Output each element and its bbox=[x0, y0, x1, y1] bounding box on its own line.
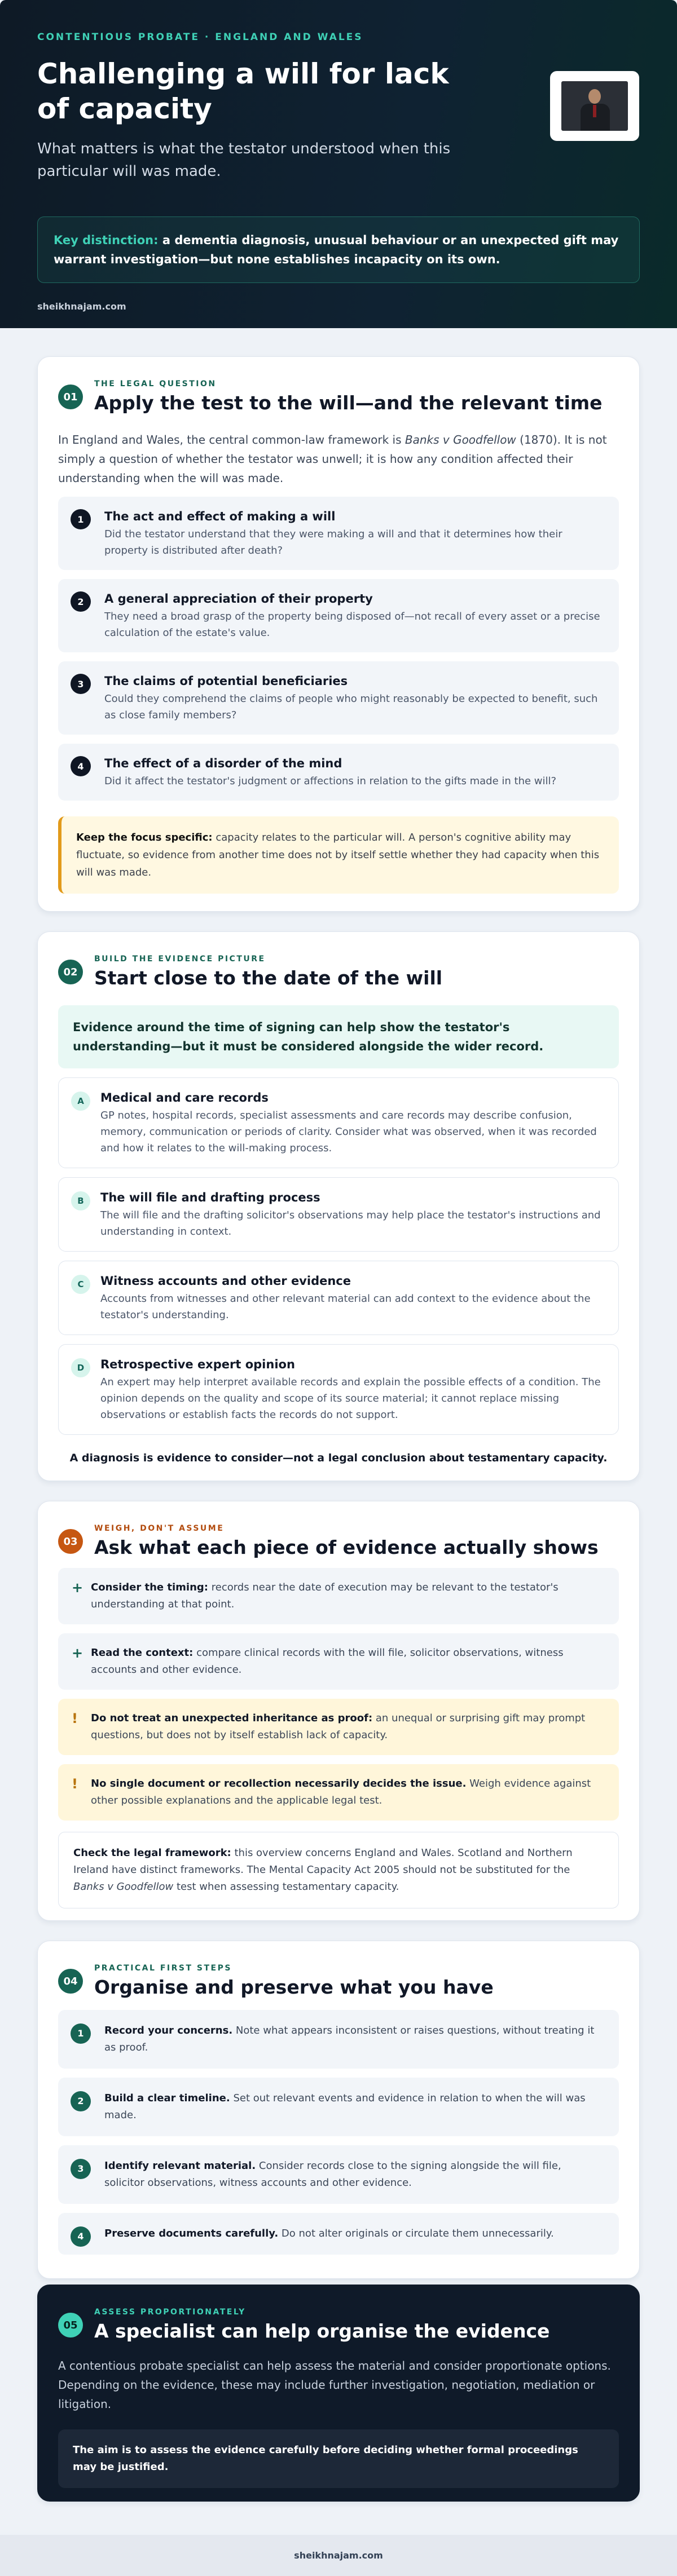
step-text: Note what appears inconsistent or raises questions, without treating it as proof. bbox=[104, 2025, 595, 2053]
section-number: 02 bbox=[58, 960, 83, 984]
plus-icon: + bbox=[72, 1645, 83, 1661]
item-text: They need a broad grasp of the property being disposed of—not recall of every asset or a precise calculation of the estate's value. bbox=[104, 611, 600, 639]
step-item bbox=[58, 2145, 619, 2204]
section-number: 05 bbox=[58, 2313, 83, 2338]
item-title: The will file and drafting process bbox=[100, 1191, 320, 1204]
item-letter: B bbox=[71, 1191, 90, 1210]
item-number: 4 bbox=[71, 756, 91, 776]
portrait-photo bbox=[561, 81, 628, 131]
section-number: 04 bbox=[58, 1969, 83, 1994]
section-eyebrow: THE LEGAL QUESTION bbox=[94, 379, 217, 388]
item-text: compare clinical records with the will file, solicitor observations, witness accounts and other evidence. bbox=[91, 1647, 564, 1676]
evidence-highlight: Evidence around the time of signing can help show the testator's understanding—but it must be considered alongside the wider record. bbox=[58, 1005, 619, 1068]
item-text: GP notes, hospital records, specialist assessments and care records may describe confusion, memory, communication or periods of clarity. Consider what was observed, when it was recorded and how it relates to the will-making process. bbox=[100, 1110, 597, 1154]
page-title: Challenging a will for lack of capacity bbox=[37, 58, 449, 125]
check-lead: Check the legal framework: bbox=[73, 1847, 231, 1859]
section-title: Start close to the date of the will bbox=[94, 967, 443, 989]
item-text: records near the date of execution may be relevant to the testator's understanding at that point. bbox=[91, 1581, 559, 1610]
step-number: 2 bbox=[71, 2091, 91, 2111]
hero bbox=[0, 0, 677, 328]
step-item bbox=[58, 2078, 619, 2136]
weigh-item bbox=[58, 1568, 619, 1624]
section-eyebrow: ASSESS PROPORTIONATELY bbox=[94, 2308, 246, 2317]
section-weigh-evidence bbox=[37, 1501, 640, 1921]
evidence-item bbox=[58, 1077, 619, 1168]
section-header bbox=[58, 1524, 619, 1559]
section-eyebrow: PRACTICAL FIRST STEPS bbox=[94, 1964, 232, 1973]
warning-item bbox=[58, 1764, 619, 1821]
item-text: Accounts from witnesses and other relevant material can add context to the evidence about the testator's understanding. bbox=[100, 1293, 591, 1321]
section-header bbox=[58, 955, 619, 989]
section-eyebrow: BUILD THE EVIDENCE PICTURE bbox=[94, 955, 266, 964]
key-distinction-callout bbox=[37, 216, 640, 283]
aim-callout: The aim is to assess the evidence carefully before deciding whether formal proceedings may be justified. bbox=[58, 2429, 619, 2488]
item-text: Could they comprehend the claims of people who might reasonably be expected to benefit, such as close family members? bbox=[104, 693, 598, 721]
case-name: Banks v Goodfellow bbox=[405, 433, 516, 447]
step-number: 4 bbox=[71, 2226, 91, 2247]
item-letter: A bbox=[71, 1092, 90, 1111]
section-header bbox=[58, 1964, 619, 1999]
section-header bbox=[58, 2308, 619, 2343]
item-lead: Read the context: bbox=[91, 1647, 194, 1659]
author-portrait bbox=[550, 71, 639, 141]
item-lead: No single document or recollection necessarily decides the issue. bbox=[91, 1778, 467, 1789]
case-name: Banks v Goodfellow bbox=[73, 1881, 174, 1893]
test-item bbox=[58, 579, 619, 652]
section-header bbox=[58, 379, 619, 414]
item-number: 2 bbox=[71, 591, 91, 612]
step-lead: Preserve documents carefully. bbox=[104, 2228, 279, 2239]
section-evidence-picture bbox=[37, 931, 640, 1481]
item-number: 3 bbox=[71, 674, 91, 694]
exclamation-icon: ! bbox=[72, 1711, 78, 1726]
section-specialist bbox=[37, 2285, 640, 2502]
item-text: Did the testator understand that they were making a will and that it determines how their property is distributed after death? bbox=[104, 528, 562, 556]
item-title: Retrospective expert opinion bbox=[100, 1358, 295, 1371]
hero-kicker: CONTENTIOUS PROBATE · ENGLAND AND WALES bbox=[37, 32, 363, 43]
evidence-item bbox=[58, 1261, 619, 1335]
item-text: Did it affect the testator's judgment or affections in relation to the gifts made in the will? bbox=[104, 775, 557, 787]
section-legal-question bbox=[37, 356, 640, 912]
item-text: Weigh evidence against other possible explanations and the applicable legal test. bbox=[91, 1778, 591, 1806]
step-number: 3 bbox=[71, 2159, 91, 2179]
test-item bbox=[58, 497, 619, 570]
item-text: an unequal or surprising gift may prompt questions, but does not by itself establish lack of capacity. bbox=[91, 1712, 586, 1741]
evidence-footnote: A diagnosis is evidence to consider—not a legal conclusion about testamentary capacity. bbox=[69, 1452, 608, 1464]
evidence-item bbox=[58, 1344, 619, 1435]
item-letter: C bbox=[71, 1275, 90, 1294]
hero-site-link[interactable]: sheikhnajam.com bbox=[37, 301, 126, 312]
evidence-item bbox=[58, 1177, 619, 1252]
item-lead: Do not treat an unexpected inheritance as proof: bbox=[91, 1712, 373, 1724]
section-title: A specialist can help organise the evidence bbox=[94, 2320, 550, 2342]
step-item bbox=[58, 2213, 619, 2255]
step-text: Do not alter originals or circulate them unnecessarily. bbox=[278, 2228, 554, 2239]
distinction-text: a dementia diagnosis, unusual behaviour or an unexpected gift may warrant investigation—but none establishes incapacity on its own. bbox=[54, 233, 619, 266]
step-number: 1 bbox=[71, 2023, 91, 2044]
section-title: Ask what each piece of evidence actually shows bbox=[94, 1536, 599, 1558]
note-text: capacity relates to the particular will. A person's cognitive ability may fluctuate, so evidence from another time does not by itself settle whether they had capacity when this will was made. bbox=[76, 832, 600, 878]
step-text: Consider records close to the signing alongside the will file, solicitor observations, witness accounts and other evidence. bbox=[104, 2160, 561, 2189]
note-lead: Keep the focus specific: bbox=[76, 832, 213, 843]
item-text: An expert may help interpret available records and explain the possible effects of a condition. The opinion depends on the quality and scope of its source material; it cannot replace missing observations or establish facts the records do not support. bbox=[100, 1376, 601, 1421]
plus-icon: + bbox=[72, 1580, 83, 1596]
focus-note bbox=[58, 816, 619, 894]
footer bbox=[0, 2535, 677, 2576]
step-lead: Identify relevant material. bbox=[104, 2160, 256, 2172]
footer-site-link[interactable]: sheikhnajam.com bbox=[294, 2550, 383, 2561]
step-lead: Build a clear timeline. bbox=[104, 2092, 230, 2104]
section-eyebrow: WEIGH, DON'T ASSUME bbox=[94, 1524, 225, 1533]
weigh-item bbox=[58, 1633, 619, 1690]
item-title: The act and effect of making a will bbox=[104, 510, 336, 523]
hero-subtitle: What matters is what the testator understood when this particular will was made. bbox=[37, 140, 451, 180]
item-title: The claims of potential beneficiaries bbox=[104, 674, 348, 688]
section-intro: A contentious probate specialist can help assess the material and consider proportionate options. Depending on the evidence, these may include further investigation, negotiation, mediation or litigation. bbox=[58, 2359, 611, 2411]
section-number: 03 bbox=[58, 1529, 83, 1554]
test-item bbox=[58, 744, 619, 801]
warning-item bbox=[58, 1699, 619, 1755]
test-item bbox=[58, 661, 619, 735]
legal-framework-note: Check the legal framework: this overview concerns England and Wales. Scotland and Northern Ireland have distinct frameworks. The Mental Capacity Act 2005 should not be substituted for the Banks v Goodfellow test when assessing testamentary capacity. bbox=[58, 1832, 619, 1908]
step-lead: Record your concerns. bbox=[104, 2025, 233, 2036]
section-number: 01 bbox=[58, 385, 83, 409]
item-title: Medical and care records bbox=[100, 1091, 269, 1104]
item-text: The will file and the drafting solicitor's observations may help place the testator's instructions and understanding in context. bbox=[100, 1209, 601, 1238]
step-item bbox=[58, 2010, 619, 2069]
item-title: Witness accounts and other evidence bbox=[100, 1274, 351, 1288]
item-lead: Consider the timing: bbox=[91, 1581, 209, 1593]
item-number: 1 bbox=[71, 509, 91, 529]
section-title: Apply the test to the will—and the relevant time bbox=[94, 392, 603, 414]
item-title: A general appreciation of their property bbox=[104, 592, 373, 606]
step-text: Set out relevant events and evidence in relation to when the will was made. bbox=[104, 2092, 586, 2121]
section-practical-steps bbox=[37, 1941, 640, 2279]
section-intro: In England and Wales, the central common-law framework is Banks v Goodfellow (1870). It is not simply a question of whether the testator was unwell; it is how any condition affected their understanding when the will was made. bbox=[58, 433, 607, 485]
distinction-lead: Key distinction: bbox=[54, 233, 159, 247]
exclamation-icon: ! bbox=[72, 1776, 78, 1792]
item-letter: D bbox=[71, 1358, 90, 1377]
section-title: Organise and preserve what you have bbox=[94, 1976, 494, 1998]
item-title: The effect of a disorder of the mind bbox=[104, 757, 342, 770]
